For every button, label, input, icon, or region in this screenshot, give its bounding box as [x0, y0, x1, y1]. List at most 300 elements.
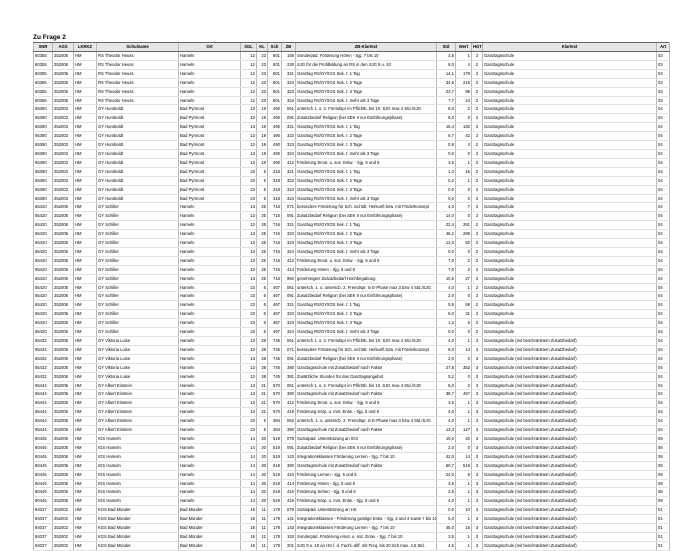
table-cell: GY Humboldt — [97, 141, 179, 150]
column-header: Wert — [456, 43, 472, 52]
table-cell: 0 — [456, 185, 472, 194]
table-cell: 2 — [472, 96, 483, 105]
table-cell: 3 — [472, 479, 483, 488]
table-row — [34, 265, 670, 274]
table-row — [34, 87, 670, 96]
table-cell: 23 — [257, 96, 268, 105]
table-cell: Ganztag RS/GY/IGS Sek. I: 3 Tage — [296, 141, 437, 150]
table-cell: 2 — [472, 247, 483, 256]
table-cell: 65390 — [34, 123, 53, 132]
table-row — [34, 381, 670, 390]
table-cell: 65420 — [34, 301, 53, 310]
table-cell: 65444 — [34, 399, 53, 408]
table-cell: Ganztagsschule — [483, 203, 657, 212]
table-cell: 25 — [257, 256, 268, 265]
table-cell: 252006 — [53, 488, 74, 497]
table-cell: 11 — [257, 524, 268, 533]
table-cell: 80445 — [34, 434, 53, 443]
table-cell: Förderung Körp. u. mot. Entw. - Sjg. 5 und 6 — [296, 408, 437, 417]
table-cell: 13 — [241, 247, 257, 256]
table-cell: 04 — [657, 390, 670, 399]
table-row — [34, 417, 670, 426]
table-cell: GY Schiller — [97, 239, 179, 248]
table-cell: HM — [74, 239, 97, 248]
table-cell: 412 — [282, 158, 296, 167]
table-cell: 4,0 — [437, 417, 456, 426]
table-cell: Ganztagsschule (mit beschränktem Zusatzbedarf) — [483, 381, 657, 390]
table-cell: 46,2 — [437, 230, 456, 239]
table-cell: Ganztagsschule — [483, 158, 657, 167]
table-cell: Bad Pyrmont — [179, 167, 241, 176]
table-cell: 6,7 — [437, 132, 456, 141]
table-cell: 1,3 — [437, 167, 456, 176]
table-row — [34, 114, 670, 123]
table-cell: HM — [74, 541, 97, 550]
table-cell: 412 — [282, 399, 296, 408]
table-cell: 2 — [456, 265, 472, 274]
table-cell: 1 — [456, 532, 472, 541]
table-cell: Ganztag RS/GY/IGS Sek. I: mehr als 3 Tage — [296, 194, 437, 203]
table-cell: 65420 — [34, 274, 53, 283]
table-cell: 10 — [456, 506, 472, 515]
table-cell: Ganztagsschule mit Zusatzbedarf nach Faktor — [296, 363, 437, 372]
table-cell: 24 — [456, 96, 472, 105]
table-cell: Sonderpäd. Förderung emot. u. soz. Entw. - Sjg. 7 bis 10 — [296, 532, 437, 541]
table-cell: GY Humboldt — [97, 114, 179, 123]
table-cell: 4,0 — [437, 497, 456, 506]
table-cell: 716 — [268, 265, 282, 274]
table-cell: 19 — [257, 132, 268, 141]
table-cell: HM — [74, 452, 97, 461]
table-cell: 13 — [241, 345, 257, 354]
column-header: Klartext — [483, 43, 657, 52]
table-cell: Ganztagsschule (mit beschränktem Zusatzbedarf) — [483, 337, 657, 346]
table-cell: HM — [74, 274, 97, 283]
table-cell: 01 — [657, 524, 670, 533]
table-row — [34, 372, 670, 381]
table-cell: 3 — [472, 497, 483, 506]
table-cell: 414 — [282, 265, 296, 274]
table-cell: 12 — [241, 60, 257, 69]
table-cell: 201 — [282, 541, 296, 550]
table-cell: 252006 — [53, 319, 74, 328]
table-cell: Ganztagsschule — [483, 319, 657, 328]
table-row — [34, 310, 670, 319]
table-cell: GY Viktoria Luise — [97, 337, 179, 346]
table-cell: 2 — [472, 123, 483, 132]
table-cell: HM — [74, 203, 97, 212]
table-cell: HM — [74, 417, 97, 426]
table-cell: Förderung Hören - Sjg. 5 und 6 — [296, 479, 437, 488]
table-cell: 21 — [257, 381, 268, 390]
table-cell: 11 — [257, 541, 268, 550]
table-cell: SJG 9 u. 10 an HS f. d. Fachl.-diff. mit Freq. bis 20 Sch max. 4,5 Std. — [296, 541, 437, 550]
table-cell: 380 — [282, 461, 296, 470]
table-row — [34, 52, 670, 61]
table-row — [34, 185, 670, 194]
table-cell: 3 — [472, 417, 483, 426]
table-cell: 60355 — [34, 60, 53, 69]
table-cell: 3 — [472, 532, 483, 541]
table-cell: 04 — [657, 381, 670, 390]
table-cell: 216 — [456, 78, 472, 87]
table-cell: 2 — [472, 167, 483, 176]
table-cell: Sonderpäd. Förderung Hören - Sjg. 7 bis 10 — [296, 52, 437, 61]
table-cell: 155 — [282, 52, 296, 61]
table-cell: 490 — [268, 114, 282, 123]
table-cell: 08 — [657, 443, 670, 452]
table-cell: 324 — [282, 96, 296, 105]
table-cell: 13,3 — [437, 426, 456, 435]
table-cell: Ganztagsschule (mit beschränktem Zusatzbedarf) — [483, 399, 657, 408]
table-cell: 252006 — [53, 292, 74, 301]
table-cell: 3 — [472, 363, 483, 372]
table-cell: HM — [74, 399, 97, 408]
table-cell: Bad Pyrmont — [179, 185, 241, 194]
table-cell: HM — [74, 149, 97, 158]
column-header: HGT — [472, 43, 483, 52]
table-cell: Hameln — [179, 221, 241, 230]
table-cell: HM — [74, 301, 97, 310]
table-cell: HM — [74, 52, 97, 61]
table-cell: 281 — [456, 221, 472, 230]
table-cell: 3,5 — [437, 399, 456, 408]
table-cell: HM — [74, 328, 97, 337]
table-cell: 252006 — [53, 256, 74, 265]
table-cell: 23 — [241, 194, 257, 203]
table-cell: 323 — [282, 239, 296, 248]
table-cell: 8,0 — [437, 105, 456, 114]
table-cell: 252006 — [53, 221, 74, 230]
table-cell: 65432 — [34, 372, 53, 381]
table-cell: 2 — [472, 78, 483, 87]
table-row — [34, 426, 670, 435]
table-cell: Hameln — [179, 479, 241, 488]
table-cell: 380 — [282, 426, 296, 435]
table-cell: 65390 — [34, 194, 53, 203]
table-cell: 745 — [268, 337, 282, 346]
table-cell: 2 — [472, 185, 483, 194]
table-row — [34, 319, 670, 328]
table-cell: 13 — [241, 203, 257, 212]
table-cell: Ganztagsschule mit Zusatzbedarf nach Faktor — [296, 461, 437, 470]
table-cell: 143 — [282, 452, 296, 461]
table-cell: Hameln — [179, 230, 241, 239]
table-cell: Ganztagsschule mit Zusatzbedarf nach Faktor — [296, 390, 437, 399]
table-cell: 84037 — [34, 524, 53, 533]
table-cell: Ganztagsschule — [483, 301, 657, 310]
table-cell: HM — [74, 310, 97, 319]
table-cell: Bad Münder — [179, 506, 241, 515]
table-cell: 03 — [657, 87, 670, 96]
table-cell: 4 — [456, 141, 472, 150]
table-cell: 2 — [472, 158, 483, 167]
table-cell: KGS Bad Münder — [97, 506, 179, 515]
table-cell: 65444 — [34, 381, 53, 390]
table-cell: Hameln — [179, 265, 241, 274]
table-cell: Hameln — [179, 426, 241, 435]
column-header: ZB-Klartext — [296, 43, 437, 52]
table-cell: 0 — [456, 212, 472, 221]
table-cell: HM — [74, 345, 97, 354]
table-cell: 65432 — [34, 354, 53, 363]
table-cell: 13 — [241, 363, 257, 372]
table-row — [34, 497, 670, 506]
table-cell: 6 — [257, 328, 268, 337]
table-cell: HM — [74, 247, 97, 256]
table-cell: 0,0 — [437, 149, 456, 158]
table-cell: 14 — [456, 345, 472, 354]
table-cell: GY Schiller — [97, 319, 179, 328]
table-cell: 65444 — [34, 417, 53, 426]
table-cell: 071 — [282, 345, 296, 354]
table-cell: 23 — [241, 185, 257, 194]
table-cell: 16 — [241, 506, 257, 515]
table-cell: HM — [74, 506, 97, 515]
table-cell: 252003 — [53, 149, 74, 158]
data-table — [33, 42, 670, 551]
table-cell: GY Humboldt — [97, 105, 179, 114]
table-cell: 519 — [268, 461, 282, 470]
table-cell: 252006 — [53, 470, 74, 479]
table-cell: 178 — [268, 532, 282, 541]
table-cell: 16 — [241, 515, 257, 524]
table-cell: Ganztagsschule — [483, 283, 657, 292]
table-cell: 252006 — [53, 363, 74, 372]
table-cell: 318 — [268, 194, 282, 203]
table-cell: 28 — [257, 345, 268, 354]
table-cell: 252006 — [53, 274, 74, 283]
table-cell: 2 — [456, 381, 472, 390]
table-cell: 04 — [657, 337, 670, 346]
table-cell: 252006 — [53, 372, 74, 381]
table-cell: 65444 — [34, 426, 53, 435]
table-cell: 23 — [241, 176, 257, 185]
table-cell: 14 — [241, 479, 257, 488]
table-row — [34, 176, 670, 185]
table-cell: 570 — [268, 390, 282, 399]
table-cell: 252002 — [53, 532, 74, 541]
table-row — [34, 301, 670, 310]
table-cell: 0 — [456, 114, 472, 123]
table-cell: 467 — [268, 310, 282, 319]
table-cell: 4,0 — [437, 203, 456, 212]
table-cell: 519 — [268, 479, 282, 488]
table-cell: GY Humboldt — [97, 167, 179, 176]
table-cell: Zusatzbedarf Religion (bei SEK II nur Einführungsphase) — [296, 292, 437, 301]
table-cell: 2 — [472, 52, 483, 61]
table-cell: 22,4 — [437, 221, 456, 230]
table-cell: Zusätzliche Stunden für das Ganztagsangebot — [296, 372, 437, 381]
table-cell: Bad Pyrmont — [179, 149, 241, 158]
table-cell: 80445 — [34, 452, 53, 461]
table-cell: 11 — [257, 532, 268, 541]
table-cell: 14 — [241, 497, 257, 506]
table-cell: 21 — [257, 408, 268, 417]
table-cell: 091 — [282, 354, 296, 363]
table-cell: Ganztagsschule — [483, 87, 657, 96]
table-cell: 252003 — [53, 105, 74, 114]
table-cell: GY Albert Einstein — [97, 408, 179, 417]
table-cell: SJG für die Profilbildung an RS in den SJG 9 u. 10 — [296, 60, 437, 69]
table-cell: 716 — [268, 203, 282, 212]
table-cell: 1 — [456, 497, 472, 506]
table-cell: GY Viktoria Luise — [97, 363, 179, 372]
table-cell: 252006 — [53, 60, 74, 69]
table-cell: 1,2 — [437, 319, 456, 328]
table-cell: Förderung Emot. u. soz. Entw. - Sjg. 5 und 6 — [296, 256, 437, 265]
table-cell: 19 — [257, 123, 268, 132]
table-cell: Hameln — [179, 337, 241, 346]
table-row — [34, 390, 670, 399]
table-cell: 3 — [472, 390, 483, 399]
table-cell: HM — [74, 60, 97, 69]
table-cell: GY Albert Einstein — [97, 390, 179, 399]
table-cell: 25 — [257, 203, 268, 212]
table-cell: Bad Pyrmont — [179, 132, 241, 141]
table-cell: 091 — [282, 114, 296, 123]
table-cell: 3 — [472, 408, 483, 417]
table-cell: 04 — [657, 265, 670, 274]
table-cell: GY Schiller — [97, 310, 179, 319]
table-cell: 03 — [657, 60, 670, 69]
table-cell: 519 — [268, 434, 282, 443]
table-cell: 04 — [657, 301, 670, 310]
table-cell: 321 — [282, 69, 296, 78]
table-cell: HM — [74, 283, 97, 292]
table-cell: GY Albert Einstein — [97, 426, 179, 435]
table-cell: Ganztagsschule (mit beschränktem Zusatzbedarf) — [483, 524, 657, 533]
table-cell: 5,0 — [437, 515, 456, 524]
table-cell: 601 — [268, 96, 282, 105]
table-cell: Ganztagsschule (mit beschränktem Zusatzbedarf) — [483, 532, 657, 541]
table-cell: 23 — [241, 426, 257, 435]
table-cell: 3,5 — [437, 158, 456, 167]
table-cell: 23 — [241, 301, 257, 310]
table-cell: 12 — [241, 87, 257, 96]
table-cell: Hameln — [179, 461, 241, 470]
table-cell: 0,0 — [437, 328, 456, 337]
table-cell: Ganztag RS/GY/IGS Sek. I: 3 Tage — [296, 239, 437, 248]
table-cell: Förderung Körp. u. mot. Entw. - Sjg. 5 und 6 — [296, 497, 437, 506]
table-cell: 2 — [472, 212, 483, 221]
table-cell: 252003 — [53, 158, 74, 167]
table-cell: 04 — [657, 176, 670, 185]
column-header: LKRKZ — [74, 43, 97, 52]
table-cell: 2 — [472, 310, 483, 319]
table-cell: 23 — [241, 310, 257, 319]
table-row — [34, 515, 670, 524]
table-cell: 252006 — [53, 310, 74, 319]
table-cell: 20 — [456, 434, 472, 443]
table-cell: Ganztagsschule — [483, 212, 657, 221]
table-cell: 490 — [268, 123, 282, 132]
table-cell: 3 — [472, 354, 483, 363]
table-cell: 14 — [241, 461, 257, 470]
table-cell: 2 — [472, 132, 483, 141]
table-cell: 324 — [282, 149, 296, 158]
table-cell: 252006 — [53, 265, 74, 274]
table-cell: 08 — [657, 470, 670, 479]
table-cell: 65390 — [34, 158, 53, 167]
table-header-row — [34, 43, 670, 52]
table-cell: 079 — [282, 506, 296, 515]
table-row — [34, 212, 670, 221]
table-cell: HM — [74, 167, 97, 176]
table-cell: 716 — [268, 230, 282, 239]
table-cell: HM — [74, 363, 97, 372]
table-cell: HM — [74, 532, 97, 541]
table-cell: 5 — [257, 185, 268, 194]
table-cell: HM — [74, 194, 97, 203]
table-cell: 19 — [257, 114, 268, 123]
table-cell: 3 — [472, 426, 483, 435]
table-cell: 65390 — [34, 167, 53, 176]
table-cell: 414 — [282, 479, 296, 488]
table-cell: Ganztag RS/GY/IGS Sek. I: 2 Tage — [296, 132, 437, 141]
table-body — [34, 52, 670, 551]
table-cell: Hameln — [179, 283, 241, 292]
table-cell: 8,0 — [437, 345, 456, 354]
table-cell: 321 — [282, 167, 296, 176]
column-header: SGL — [241, 43, 257, 52]
table-cell: 04 — [657, 399, 670, 408]
table-row — [34, 337, 670, 346]
table-cell: 178 — [268, 524, 282, 533]
table-cell: 08 — [657, 452, 670, 461]
table-cell: 1 — [456, 158, 472, 167]
table-row — [34, 105, 670, 114]
table-cell: 252006 — [53, 479, 74, 488]
table-cell: Ganztagsschule — [483, 274, 657, 283]
table-cell: 252006 — [53, 52, 74, 61]
table-cell: 24,0 — [437, 470, 456, 479]
table-cell: 14 — [241, 452, 257, 461]
table-cell: Ganztagsschule — [483, 194, 657, 203]
table-cell: 15,4 — [437, 123, 456, 132]
column-header: Std — [437, 43, 456, 52]
table-cell: Bad Pyrmont — [179, 176, 241, 185]
column-header: Sch — [268, 43, 282, 52]
table-cell: 19 — [257, 158, 268, 167]
table-cell: 490 — [268, 132, 282, 141]
table-cell: Ganztagsschule — [483, 247, 657, 256]
table-cell: Hameln — [179, 372, 241, 381]
table-cell: RS Theodor Heuss — [97, 96, 179, 105]
table-cell: 6 — [257, 310, 268, 319]
table-cell: 3 — [472, 399, 483, 408]
table-row — [34, 470, 670, 479]
table-row — [34, 194, 670, 203]
table-cell: GY Schiller — [97, 301, 179, 310]
table-cell: 65390 — [34, 185, 53, 194]
table-cell: 19 — [257, 149, 268, 158]
table-cell: 04 — [657, 319, 670, 328]
table-cell: 04 — [657, 354, 670, 363]
table-cell: 12 — [241, 78, 257, 87]
table-cell: 601 — [268, 52, 282, 61]
table-cell: 04 — [657, 274, 670, 283]
table-cell: RS Theodor Heuss — [97, 60, 179, 69]
table-cell: HM — [74, 114, 97, 123]
table-cell: untersch. 1. o. unterscb. 2. Fremdspr. in E-Phase max 3 bzw 4 Std./SJG — [296, 283, 437, 292]
table-cell: 1 — [456, 399, 472, 408]
table-cell: 418 — [282, 497, 296, 506]
table-cell: 519 — [268, 443, 282, 452]
table-cell: 1 — [456, 479, 472, 488]
table-cell: 252003 — [53, 132, 74, 141]
table-cell: 20 — [257, 488, 268, 497]
